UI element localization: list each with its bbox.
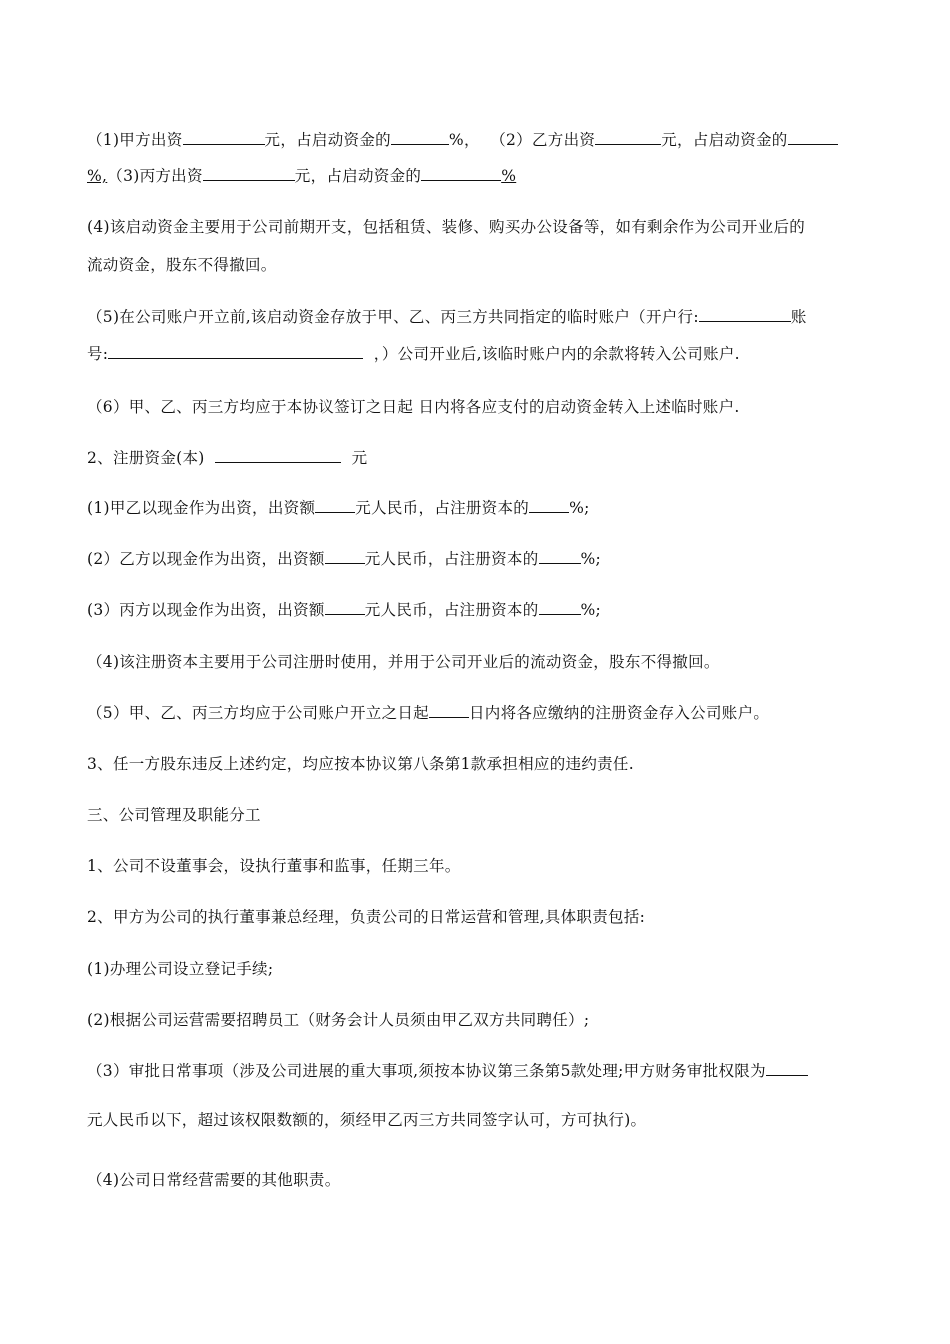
blank-field [215,446,341,463]
registered-capital-4: （4)该注册资本主要用于公司注册时使用，并用于公司开业后的流动资金，股东不得撤回。 [87,653,720,671]
text: (2）乙方以现金作为出资，出资额 [87,550,325,568]
text: 号: [87,345,109,363]
blank-field [539,598,581,615]
blank-field [325,547,365,564]
blank-field [315,496,355,513]
clause-4-line-1: (4)该启动资金主要用于公司前期开支，包括租赁、装修、购买办公设备等，如有剩余作为公司开业后的 [87,218,806,236]
duty-2: (2)根据公司运营需要招聘员工（财务会计人员须由甲乙双方共同聘任）; [87,1011,590,1029]
text: %; [580,601,602,619]
duty-3-line-2: 元人民币以下，超过该权限数额的，须经甲乙丙三方共同签字认可，方可执行)。 [87,1111,647,1129]
text: (3）丙方以现金作为出资，出资额 [87,601,325,619]
blank-field [699,305,791,322]
text: （2）乙方出资 [490,131,596,149]
text: ，）公司开业后,该临时账户内的余款将转入公司账户. [373,345,740,363]
registered-capital-1 [87,496,590,518]
blank-field [429,701,469,718]
text: 元，占启动资金的 [294,167,422,185]
registered-capital-2 [87,547,601,569]
text: %; [580,550,602,568]
text: （5)在公司账户开立前,该启动资金存放于甲、乙、丙三方共同指定的临时账户（开户行: [87,308,699,326]
management-1: 1、公司不设董事会，设执行董事和监事，任期三年。 [87,857,461,875]
clause-5-line-2 [87,342,740,364]
blank-field [325,598,365,615]
text: （5）甲、乙、丙三方均应于公司账户开立之日起 [87,704,429,722]
blank-field [108,342,363,359]
text: 元 [351,449,368,467]
clause-5-line-1 [87,305,807,327]
blank-field [183,128,265,145]
clause-6: （6）甲、乙、丙三方均应于本协议签订之日起 日内将各应支付的启动资金转入上述临时账户. [87,398,740,416]
registered-capital-3 [87,598,601,620]
text: （3)丙方出资 [107,167,203,185]
text: %, [87,167,108,185]
text: 元人民币，占注册资本的 [355,499,530,517]
blank-field [766,1059,808,1076]
registered-capital-5 [87,701,769,723]
clause-startup-capital-line-1 [87,128,838,150]
text: 元人民币，占注册资本的 [364,601,539,619]
text: %; [569,499,590,517]
text: 账 [790,308,807,326]
text: % [501,167,517,185]
text: 元，占启动资金的 [661,131,788,149]
management-2: 2、甲方为公司的执行董事兼总经理，负责公司的日常运营和管理,具体职责包括: [87,908,646,926]
blank-field [203,164,295,181]
duty-3-line-1 [87,1059,808,1081]
blank-field [391,128,449,145]
duty-4: （4)公司日常经营需要的其他职责。 [87,1171,341,1189]
clause-startup-capital-line-2 [87,164,516,186]
text: （3）审批日常事项（涉及公司进展的重大事项,须按本协议第三条第5款处理;甲方财务审批权限为 [87,1062,766,1080]
registered-capital-heading [87,446,367,468]
blank-field [539,547,581,564]
blank-field [421,164,501,181]
section-3-heading: 三、公司管理及职能分工 [87,806,261,824]
text: 元，占启动资金的 [264,131,391,149]
blank-field [595,128,661,145]
text: 元人民币，占注册资本的 [364,550,539,568]
clause-3-breach: 3、任一方股东违反上述约定，均应按本协议第八条第1款承担相应的违约责任. [87,755,634,773]
text: 2、注册资金(本) [87,449,205,467]
blank-field [529,496,569,513]
clause-4-line-2: 流动资金，股东不得撤回。 [87,256,277,274]
duty-1: (1)办理公司设立登记手续; [87,960,274,978]
blank-field [788,128,838,145]
text: (1)甲乙以现金作为出资，出资额 [87,499,316,517]
text: （1)甲方出资 [87,131,183,149]
text: 日内将各应缴纳的注册资金存入公司账户。 [468,704,770,722]
text: %， [448,131,480,149]
